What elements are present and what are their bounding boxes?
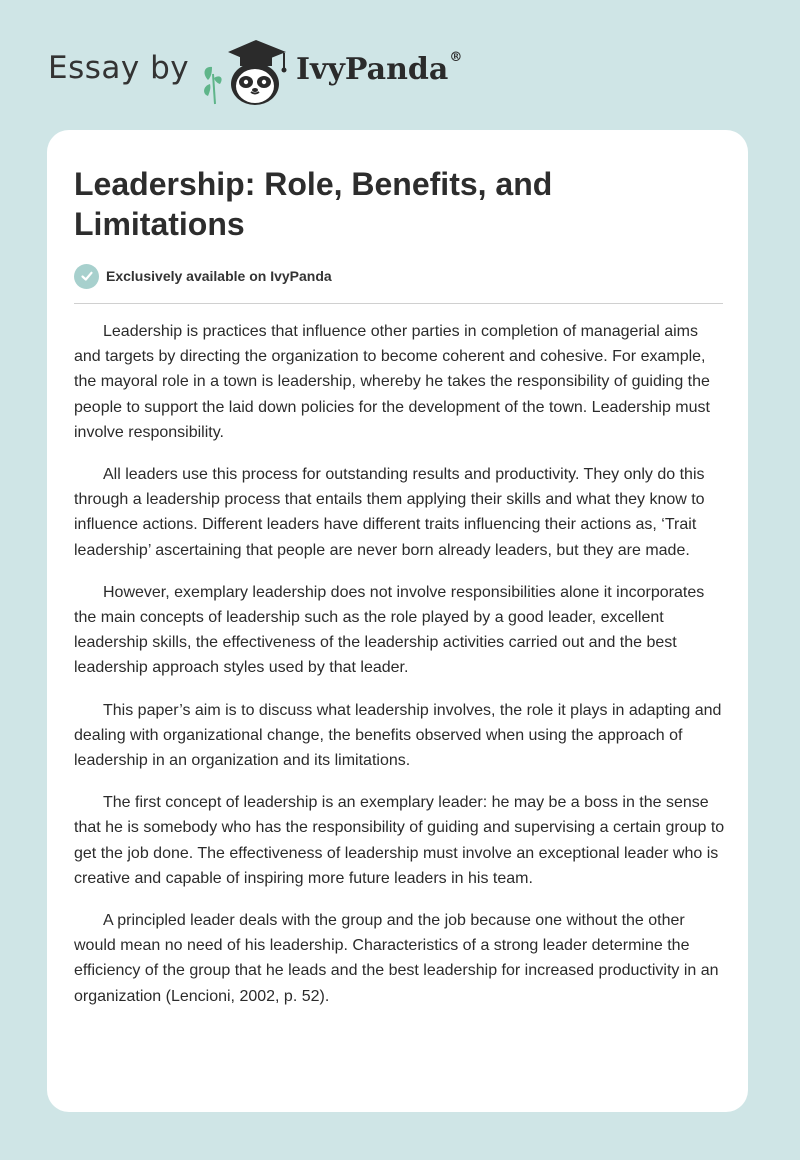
check-icon (74, 264, 99, 289)
registered-mark: ® (449, 50, 463, 65)
divider (74, 303, 723, 304)
paragraph: This paper’s aim is to discuss what leadership involves, the role it plays in adapting and dealing with organizational change, the benefits observed when using the approach of leadership in an organization and its limitations. (74, 701, 722, 770)
brand-name[interactable] (296, 52, 462, 87)
exclusive-badge-text: Exclusively available on IvyPanda (106, 268, 332, 284)
paragraph: Leadership is practices that influence other parties in completion of managerial aims and targets by directing the organization to become coherent and cohesive. For example, the mayoral role in a town is leadership, whereby he takes the responsibility of guiding the people to support the laid down policies for the development of the town. Leadership must involve responsibility. (74, 323, 710, 441)
essay-title: Leadership: Role, Benefits, and Limitations (74, 166, 553, 242)
paragraph: A principled leader deals with the group and the job because one without the other would mean no need of his leadership. Characteristics of a strong leader determine the efficiency of the group that he leads and the best leadership for increased productivity in an organization (Lencioni, 2002, p. 52). (74, 912, 719, 1005)
panda-graduate-icon[interactable] (200, 34, 292, 108)
site-header (0, 0, 800, 130)
essay-by-label: Essay by (48, 50, 190, 86)
paragraph: All leaders use this process for outstanding results and productivity. They only do this through a leadership process that entails them applying their skills and what they know to influence actions. Different leaders have different traits influencing their actions as, ‘Trait leadership’ ascertaining that people are never born already leaders, but they are made. (74, 466, 705, 559)
paragraph: However, exemplary leadership does not involve responsibilities alone it incorporates the main concepts of leadership such as the role played by a good leader, excellent leadership skills, the effectiveness of the leadership activities carried out and the best leadership approach styles used by that leader. (74, 583, 705, 677)
exclusive-badge (74, 263, 332, 289)
brand-name-text: IvyPanda (296, 52, 449, 87)
essay-card (47, 130, 748, 1112)
paragraph: The first concept of leadership is an exemplary leader: he may be a boss in the sense that he is somebody who has the responsibility of guiding and supervising a certain group to get the job done. The effectiveness of leadership must involve an exceptional leader who is creative and capable of inspiring more future leaders in his team. (74, 794, 725, 887)
essay-body (74, 319, 726, 1026)
